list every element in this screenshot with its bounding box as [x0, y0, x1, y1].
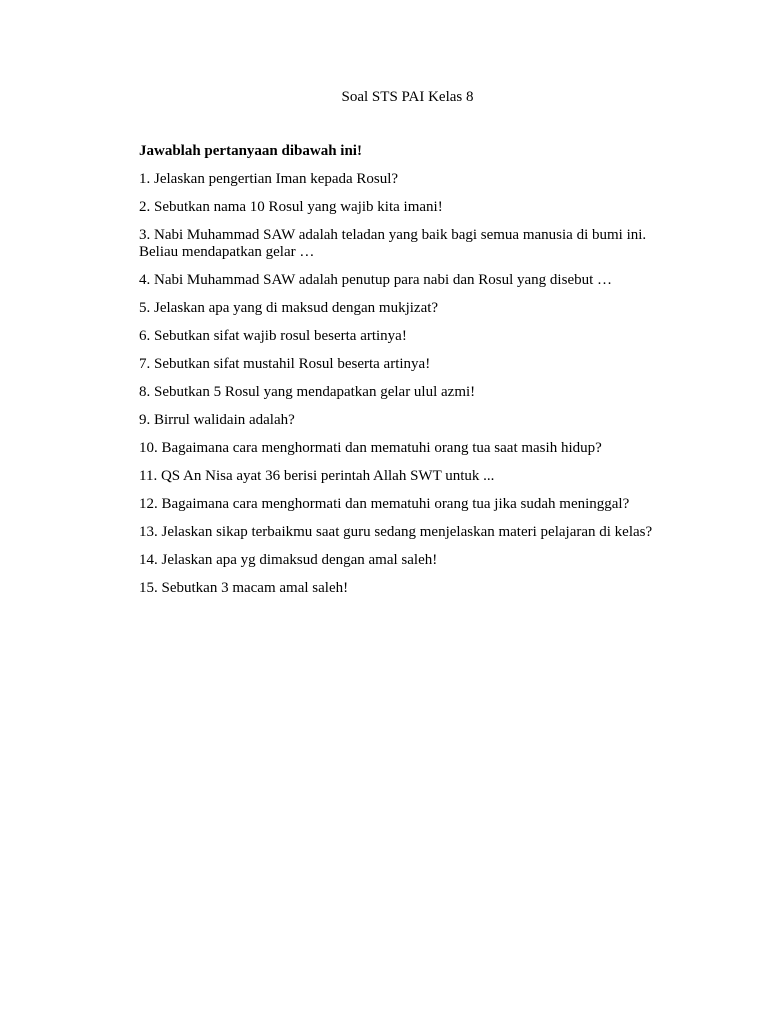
question-item: 2. Sebutkan nama 10 Rosul yang wajib kita imani! — [139, 199, 443, 215]
question-item: 1. Jelaskan pengertian Iman kepada Rosul? — [139, 171, 399, 187]
question-list — [139, 171, 679, 597]
question-item: 5. Jelaskan apa yang di maksud dengan mukjizat? — [139, 300, 439, 316]
page-title: Soal STS PAI Kelas 8 — [341, 89, 474, 105]
instruction-text: Jawablah pertanyaan dibawah ini! — [139, 143, 362, 159]
question-item: 3. Nabi Muhammad SAW adalah teladan yang baik bagi semua manusia di bumi ini. Beliau mendapatkan gelar … — [139, 227, 647, 260]
question-item: 14. Jelaskan apa yg dimaksud dengan amal saleh! — [139, 552, 438, 568]
question-item: 12. Bagaimana cara menghormati dan mematuhi orang tua jika sudah meninggal? — [139, 496, 630, 512]
question-item: 4. Nabi Muhammad SAW adalah penutup para nabi dan Rosul yang disebut … — [139, 272, 613, 288]
question-item: 7. Sebutkan sifat mustahil Rosul beserta artinya! — [139, 356, 431, 372]
question-item: 8. Sebutkan 5 Rosul yang mendapatkan gelar ulul azmi! — [139, 384, 476, 400]
document-body — [139, 143, 679, 608]
question-item: 15. Sebutkan 3 macam amal saleh! — [139, 580, 349, 596]
question-item: 13. Jelaskan sikap terbaikmu saat guru sedang menjelaskan materi pelajaran di kelas? — [139, 524, 653, 540]
question-item: 9. Birrul walidain adalah? — [139, 412, 295, 428]
question-item: 10. Bagaimana cara menghormati dan mematuhi orang tua saat masih hidup? — [139, 440, 602, 456]
question-item: 6. Sebutkan sifat wajib rosul beserta artinya! — [139, 328, 407, 344]
question-item: 11. QS An Nisa ayat 36 berisi perintah Allah SWT untuk ... — [139, 468, 495, 484]
